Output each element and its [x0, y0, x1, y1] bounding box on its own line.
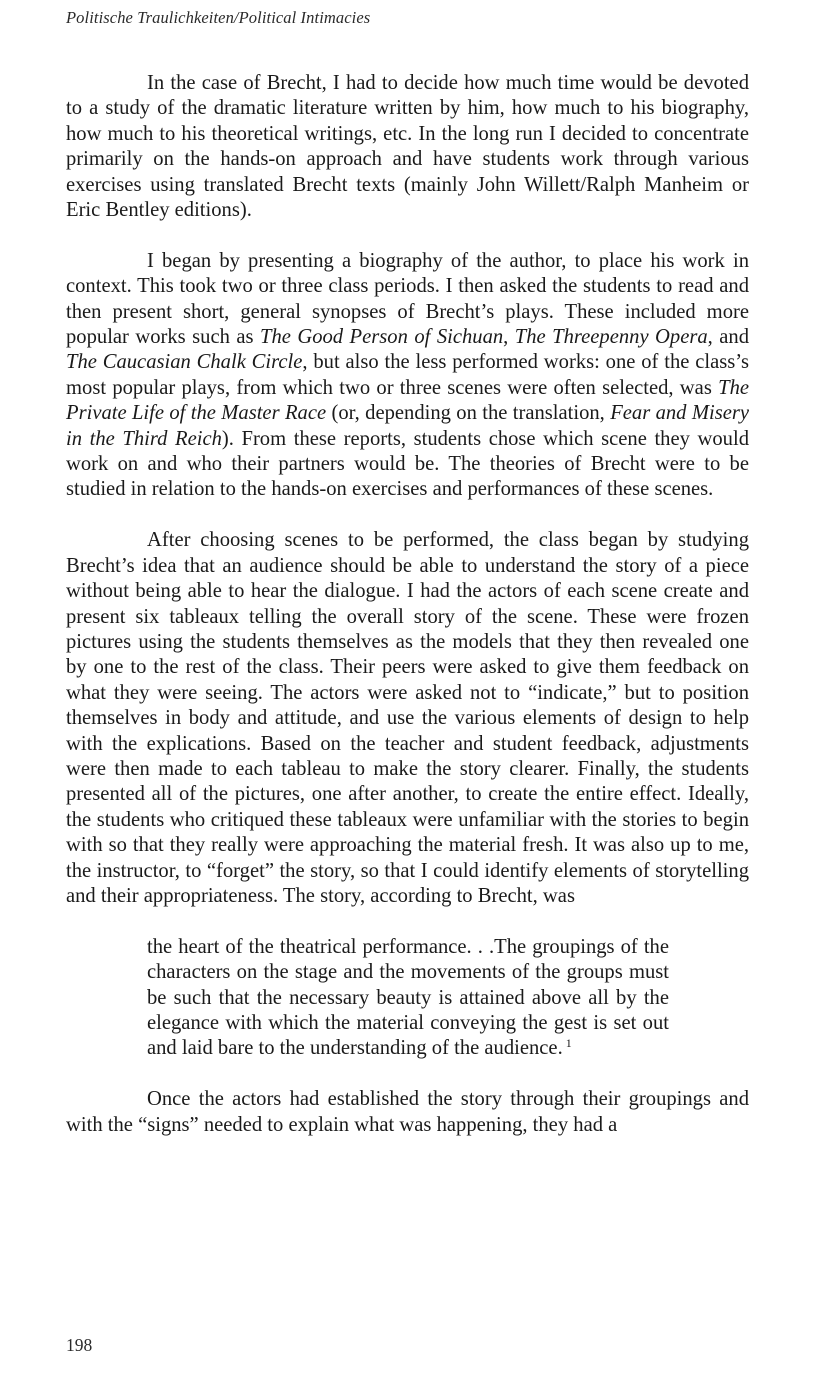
paragraph-2	[66, 249, 749, 503]
block-quote-text: the heart of the theatrical performance. . .The groupings of the characters on the stage and the movements of the groups must be such that the necessary beauty is attained above all by the elegance with which the material conveying the gest is set out and laid bare to the understanding of the audience.	[147, 935, 669, 1060]
play-title-private-life-of-master-race: The Private Life of the Master Race	[66, 376, 749, 425]
body-text	[66, 71, 749, 1138]
paragraph-2-text-4: , but also the less performed works: one of the class’s most popular plays, from which two or three scenes were often selected, was	[66, 351, 749, 399]
footnote-reference: 1	[565, 1035, 572, 1050]
paragraph-2-text-1: I began by presenting a biography of the author, to place his work in context. This took two or three class periods. I then asked the students to read and then present short, general synopses of Brecht’s plays. These included more popular works such as	[66, 249, 749, 349]
play-title-fear-and-misery: Fear and Misery in the Third Reich	[66, 402, 750, 450]
play-title-threepenny-opera: The Threepenny Opera	[514, 326, 708, 349]
running-header: Politische Traulichkeiten/Political Intimacies	[66, 8, 371, 27]
page-number: 198	[66, 1335, 93, 1355]
paragraph-3: After choosing scenes to be performed, the class began by studying Brecht’s idea that an audience should be able to understand the story of a piece without being able to hear the dialogue. I had the actors of each scene create and present six tableaux telling the overall story of the scene. These were frozen pictures using the students themselves as the models that they then revealed one by one to the rest of the class. Their peers were asked to give them feedback on what they were seeing. The actors were asked not to “indicate,” but to position themselves in body and attitude, and use the various elements of design to help with the explications. Based on the teacher and student feedback, adjustments were then made to each tableau to make the story clearer. Finally, the students presented all of the pictures, one after another, to create the entire effect. Ideally, the students who critiqued these tableaux were unfamiliar with the stories to begin with so that they really were approaching the material fresh. It was also up to me, the instructor, to “forget” the story, so that I could identify elements of storytelling and their appropriateness. The story, according to Brecht, was	[66, 529, 749, 907]
play-title-caucasian-chalk-circle: The Caucasian Chalk Circle	[66, 351, 303, 374]
paragraph-4: Once the actors had established the story through their groupings and with the “signs” needed to explain what was happening, they had a	[66, 1088, 749, 1136]
paragraph-2-text-3: , and	[707, 326, 750, 349]
block-quote	[147, 935, 669, 1062]
paragraph-2-text-6: ). From these reports, students chose which scene they would work on and who their partners would be. The theories of Brecht were to be studied in relation to the hands-on exercises and performances of these scenes.	[66, 427, 749, 501]
play-title-good-person-of-sichuan: The Good Person of Sichuan	[259, 326, 504, 349]
paragraph-2-text-2: ,	[503, 326, 515, 349]
paragraph-1: In the case of Brecht, I had to decide how much time would be devoted to a study of the dramatic literature written by him, how much to his biography, how much to his theoretical writings, etc. In the long run I decided to concentrate primarily on the hands-on approach and have students work through various exercises using translated Brecht texts (mainly John Willett/Ralph Manheim or Eric Bentley editions).	[66, 72, 749, 222]
paragraph-2-text-5: (or, depending on the translation,	[326, 402, 611, 425]
